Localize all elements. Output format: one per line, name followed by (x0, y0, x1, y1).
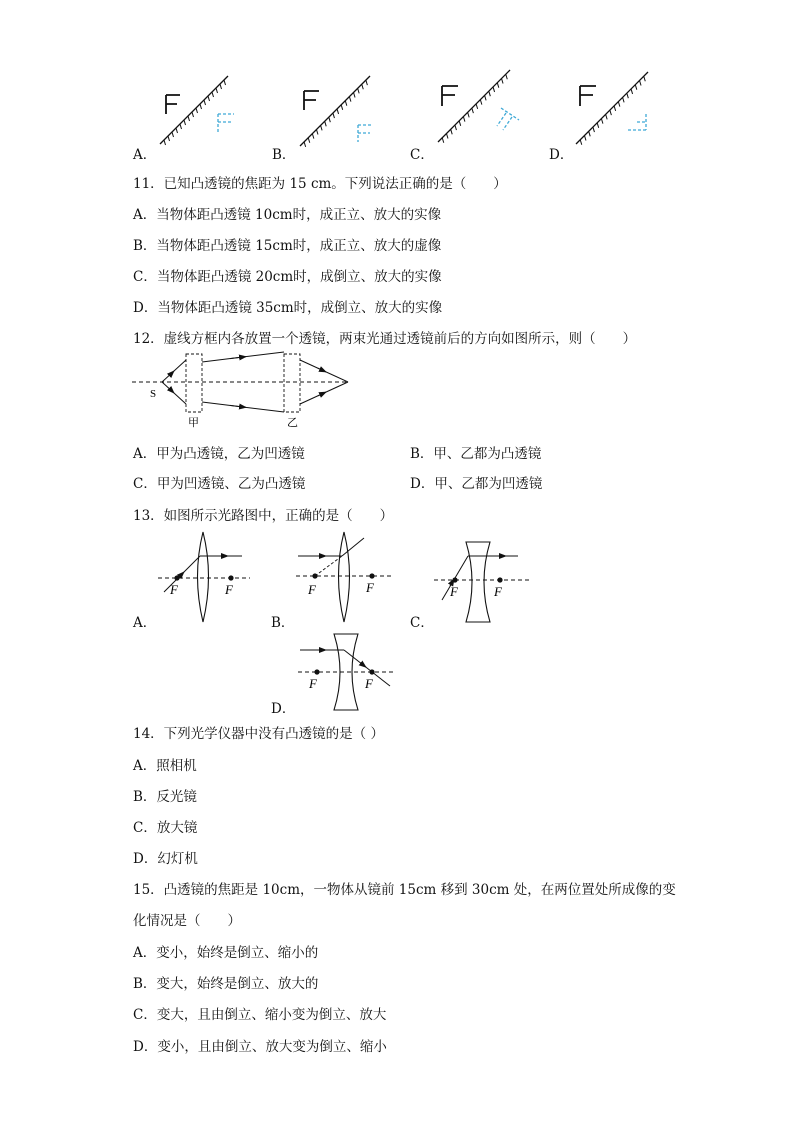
mirror-hatch (216, 88, 218, 93)
q13-d-focus-left: F (309, 676, 317, 691)
q12-option-a[interactable]: A．甲为凸透镜，乙为凹透镜 (133, 446, 305, 462)
mirror-hatch (472, 108, 474, 113)
q13-b-focus-right: F (366, 580, 374, 595)
q13-figures-row1 (150, 530, 560, 630)
mirror-hatch (321, 125, 323, 130)
q12-option-b[interactable]: B．甲、乙都为凸透镜 (410, 446, 542, 462)
mirror-hatch (489, 91, 491, 96)
q15-option-d[interactable]: D．变小，且由倒立、放大变为倒立、缩小 (133, 1039, 387, 1055)
mirror-hatch (176, 128, 178, 133)
q14-option-a[interactable]: A．照相机 (133, 758, 197, 774)
mirror-hatch (212, 92, 214, 97)
mirror-hatch (333, 113, 335, 118)
mirror-hatch (184, 120, 186, 125)
mirror-hatch (584, 136, 586, 141)
mirror-hatch (354, 92, 356, 97)
mirror-hatch (502, 78, 504, 83)
mirror-hatch (635, 85, 637, 90)
mirror-hatch (442, 138, 444, 143)
q10-option-b[interactable]: B． (272, 147, 296, 163)
mirror-hatch (463, 117, 465, 122)
q13-a-focus-left: F (170, 582, 178, 597)
mirror-hatch (580, 140, 582, 145)
mirror-hatch (493, 87, 495, 92)
mirror-hatch (366, 80, 368, 85)
mirror-hatch (224, 80, 226, 85)
mirror-hatch (325, 121, 327, 126)
mirror-hatch (345, 101, 347, 106)
q15-stem-line2: 化情况是（ ） (133, 913, 241, 929)
mirror-hatch (164, 140, 166, 145)
q10-figure-a (160, 76, 234, 145)
mirror-hatch (497, 83, 499, 88)
mirror-hatch (455, 125, 457, 130)
q13-option-d[interactable]: D． (271, 701, 296, 717)
mirror-hatch (593, 127, 595, 132)
q11-option-c[interactable]: C．当物体距凸透镜 20cm时，成倒立、放大的实像 (133, 269, 442, 285)
mirror-hatch (349, 97, 351, 102)
mirror-hatch (476, 104, 478, 109)
mirror-hatch (172, 132, 174, 137)
mirror-hatch (606, 114, 608, 119)
q15-option-a[interactable]: A．变小，始终是倒立、缩小的 (133, 945, 319, 961)
q12-figure (130, 348, 360, 430)
q13-a-focus-right: F (225, 582, 233, 597)
q13-option-b[interactable]: B． (271, 615, 295, 631)
q14-option-c[interactable]: C．放大镜 (133, 820, 198, 836)
mirror-hatch (459, 121, 461, 126)
mirror-hatch (316, 130, 318, 135)
mirror-hatch (312, 134, 314, 139)
mirror-hatch (208, 96, 210, 101)
q11-option-a[interactable]: A．当物体距凸透镜 10cm时，成正立、放大的实像 (133, 207, 442, 223)
mirror-hatch (506, 74, 508, 79)
q13-stem: 13．如图所示光路图中，正确的是（ ） (133, 508, 394, 524)
mirror-hatch (597, 123, 599, 128)
q10-option-c[interactable]: C． (410, 147, 434, 163)
q11-option-b[interactable]: B．当物体距凸透镜 15cm时，成正立、放大的虚像 (133, 238, 442, 254)
q13-figure-a (158, 532, 250, 622)
q14-stem: 14．下列光学仪器中没有凸透镜的是（ ） (133, 726, 384, 742)
q13-figure-d (290, 630, 400, 712)
q13-option-a[interactable]: A． (133, 615, 157, 631)
mirror-hatch (337, 109, 339, 114)
q10-figure-c (438, 70, 519, 143)
mirror-hatch (644, 76, 646, 81)
q15-option-b[interactable]: B．变大，始终是倒立、放大的 (133, 976, 319, 992)
mirror-hatch (618, 102, 620, 107)
mirror-hatch (451, 129, 453, 134)
q10-figure-d (576, 72, 648, 145)
mirror-hatch (188, 116, 190, 121)
q11-option-d[interactable]: D．当物体距凸透镜 35cm时，成倒立、放大的实像 (133, 300, 443, 316)
q15-option-c[interactable]: C．变大，且由倒立、缩小变为倒立、放大 (133, 1007, 387, 1023)
q13-b-focus-left: F (308, 582, 316, 597)
mirror-hatch (610, 110, 612, 115)
q12-option-c[interactable]: C．甲为凹透镜、乙为凸透镜 (133, 476, 306, 492)
q14-option-b[interactable]: B．反光镜 (133, 789, 197, 805)
mirror-hatch (362, 84, 364, 89)
mirror-hatch (220, 84, 222, 89)
q10-option-d[interactable]: D． (549, 147, 574, 163)
mirror-hatch (446, 134, 448, 139)
mirror-hatch (192, 112, 194, 117)
mirror-hatch (304, 142, 306, 147)
mirror-hatch (204, 100, 206, 105)
mirror-hatch (341, 105, 343, 110)
mirror-hatch (468, 112, 470, 117)
q12-stem: 12．虚线方框内各放置一个透镜，两束光通过透镜前后的方向如图所示，则（ ） (133, 331, 637, 347)
mirror-hatch (358, 88, 360, 93)
mirror-hatch (589, 131, 591, 136)
mirror-hatch (200, 104, 202, 109)
mirror-hatch (180, 124, 182, 129)
mirror-hatch (614, 106, 616, 111)
mirror-hatch (631, 89, 633, 94)
q12-box1-label: 甲 (188, 417, 199, 429)
mirror-hatch (485, 95, 487, 100)
q13-figure-c (434, 542, 530, 622)
q10-option-a[interactable]: A． (133, 147, 157, 163)
q12-box2-label: 乙 (287, 417, 298, 429)
mirror-hatch (168, 136, 170, 141)
mirror-hatch (308, 138, 310, 143)
q13-c-focus-left: F (450, 584, 458, 599)
mirror-hatch (196, 108, 198, 113)
q13-option-c[interactable]: C． (410, 615, 434, 631)
q12-source-label: S (150, 388, 157, 400)
mirror-hatch (601, 119, 603, 124)
q10-figures (130, 62, 670, 162)
q13-c-focus-right: F (494, 584, 502, 599)
q11-stem: 11．已知凸透镜的焦距为 15 cm。下列说法正确的是（ ） (133, 176, 507, 192)
mirror-hatch (623, 97, 625, 102)
mirror-hatch (480, 100, 482, 105)
q12-option-d[interactable]: D．甲、乙都为凹透镜 (410, 476, 543, 492)
q10-figure-b (300, 76, 373, 147)
mirror-hatch (627, 93, 629, 98)
mirror-hatch (640, 80, 642, 85)
q15-stem-line1: 15．凸透镜的焦距是 10cm，一物体从镜前 15cm 移到 30cm 处，在两位置处所成像的变 (133, 882, 676, 898)
q13-figure-b (296, 532, 394, 622)
q14-option-d[interactable]: D．幻灯机 (133, 851, 198, 867)
mirror-hatch (329, 117, 331, 122)
q13-d-focus-right: F (365, 676, 373, 691)
